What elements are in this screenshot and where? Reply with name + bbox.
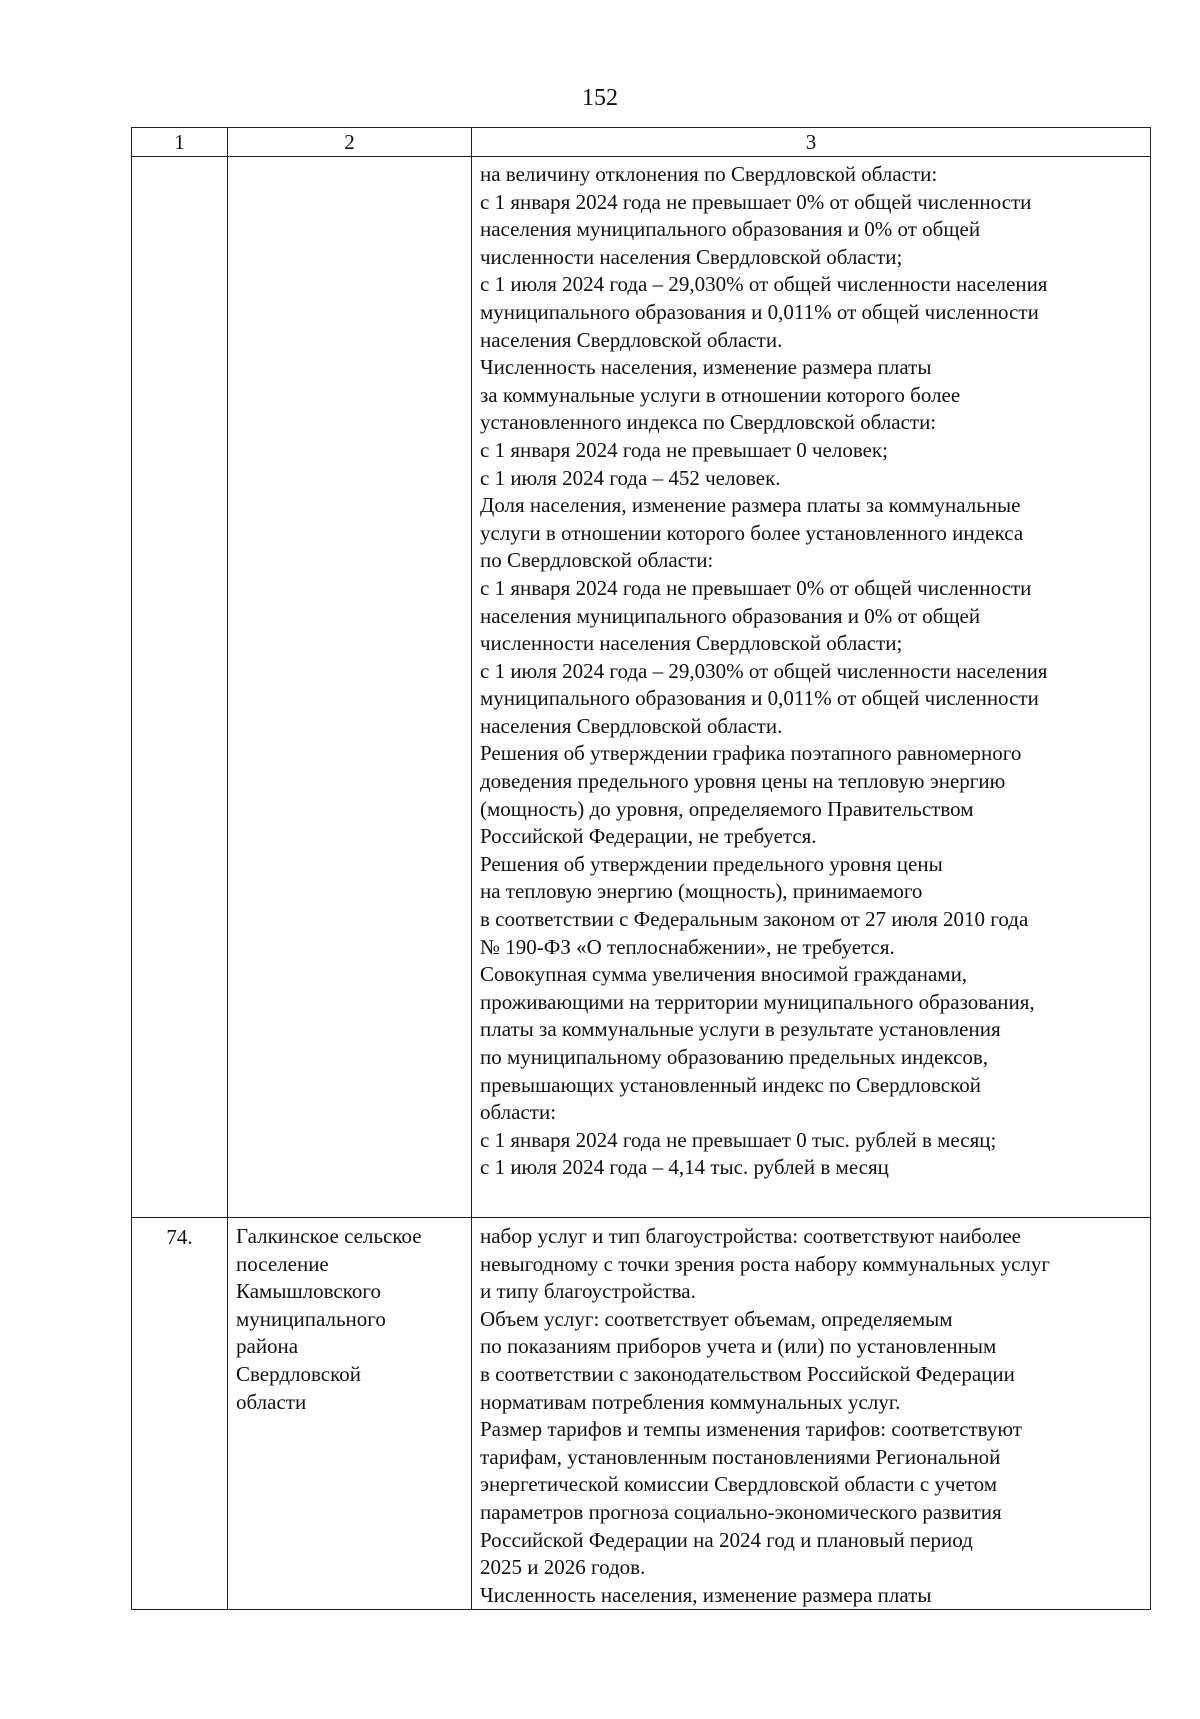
text-line: проживающими на территории муниципального образования, <box>480 989 1035 1014</box>
text-line: набор услуг и тип благоустройства: соответствуют наиболее <box>480 1224 1021 1248</box>
text-line: в соответствии с законодательством Российской Федерации <box>480 1361 1015 1386</box>
text-line: Свердловской <box>236 1361 361 1386</box>
text-line: населения Свердловской области. <box>480 713 783 738</box>
text-line: и типу благоустройства. <box>480 1279 696 1304</box>
text-line: района <box>236 1334 299 1359</box>
text-line: по Свердловской области: <box>480 548 714 573</box>
text-line: области: <box>480 1100 557 1125</box>
text-line: на величину отклонения по Свердловской области: <box>480 162 938 186</box>
text-line: Размер тарифов и темпы изменения тарифов: соответствуют <box>480 1417 1022 1442</box>
text-line: с 1 января 2024 года не превышает 0% от общей численности <box>480 575 1032 600</box>
text-line: нормативам потребления коммунальных услуг. <box>480 1389 901 1414</box>
text-line: (мощность) до уровня, определяемого Правительством <box>480 796 974 821</box>
text-line: с 1 января 2024 года не превышает 0% от общей численности <box>480 189 1032 214</box>
text-line: в соответствии с Федеральным законом от 27 июля 2010 года <box>480 907 1029 932</box>
text-line: Доля населения, изменение размера платы за коммунальные <box>480 493 1021 518</box>
page-number: 152 <box>582 85 618 111</box>
text-line: Численность населения, изменение размера платы <box>480 355 932 380</box>
column-header-3: 3 <box>472 128 1151 157</box>
tariff-table <box>131 127 1151 1610</box>
text-line: по показаниям приборов учета и (или) по установленным <box>480 1334 997 1359</box>
text-line: численности населения Свердловской области; <box>480 631 903 656</box>
text-line: Решения об утверждении предельного уровня цены <box>480 851 943 876</box>
text-line: поселение <box>236 1251 329 1276</box>
table-row <box>132 157 1151 1218</box>
text-line: превышающих установленный индекс по Свердловской <box>480 1072 981 1097</box>
table-row <box>132 1218 1151 1610</box>
text-line: за коммунальные услуги в отношении которого более <box>480 382 961 407</box>
row-text <box>472 157 1151 1218</box>
row-number: 74. <box>132 1218 228 1610</box>
text-line: с 1 июля 2024 года – 4,14 тыс. рублей в месяц <box>480 1155 889 1180</box>
text-line: установленного индекса по Свердловской области: <box>480 410 937 435</box>
text-line: населения муниципального образования и 0% от общей <box>480 603 981 628</box>
text-line: Решения об утверждении графика поэтапного равномерного <box>480 741 1022 766</box>
text-line: с 1 июля 2024 года – 29,030% от общей численности населения <box>480 272 1048 297</box>
text-line: Численность населения, изменение размера платы <box>480 1582 932 1607</box>
text-line: услуги в отношении которого более установленного индекса <box>480 520 1024 545</box>
text-line: платы за коммунальные услуги в результате установления <box>480 1017 1001 1042</box>
text-line: Совокупная сумма увеличения вносимой гражданами, <box>480 962 968 987</box>
text-line: по муниципальному образованию предельных индексов, <box>480 1045 989 1069</box>
text-line: численности населения Свердловской области; <box>480 244 903 269</box>
text-line: Объем услуг: соответствует объемам, определяемым <box>480 1306 953 1331</box>
text-line: 2025 и 2026 годов. <box>480 1555 646 1580</box>
text-line: населения муниципального образования и 0% от общей <box>480 217 981 242</box>
text-line: муниципального образования и 0,011% от общей численности <box>480 299 1039 324</box>
text-line: № 190-ФЗ «О теплоснабжении», не требуется. <box>480 934 895 959</box>
text-line: доведения предельного уровня цены на тепловую энергию <box>480 769 1006 794</box>
text-line: Российской Федерации, не требуется. <box>480 824 817 849</box>
row-text <box>472 1218 1151 1610</box>
text-line: муниципального образования и 0,011% от общей численности <box>480 686 1039 711</box>
municipality-name <box>228 1218 472 1610</box>
text-line: энергетической комиссии Свердловской области с учетом <box>480 1472 998 1497</box>
text-line: Галкинское сельское <box>236 1224 422 1248</box>
municipality-name <box>228 157 472 1218</box>
text-line: тарифам, установленным постановлениями Региональной <box>480 1444 1001 1469</box>
text-line: на тепловую энергию (мощность), принимаемого <box>480 879 923 904</box>
column-header-2: 2 <box>228 128 472 157</box>
text-line: с 1 июля 2024 года – 29,030% от общей численности населения <box>480 658 1048 683</box>
text-line: области <box>236 1389 307 1414</box>
text-line: с 1 июля 2024 года – 452 человек. <box>480 465 781 490</box>
text-line: населения Свердловской области. <box>480 327 783 352</box>
text-line: Российской Федерации на 2024 год и плановый период <box>480 1527 973 1552</box>
column-header-1: 1 <box>132 128 228 157</box>
row-number <box>132 157 228 1218</box>
text-line: муниципального <box>236 1306 386 1331</box>
text-line: невыгодному с точки зрения роста набору коммунальных услуг <box>480 1251 1051 1276</box>
text-line: с 1 января 2024 года не превышает 0 человек; <box>480 437 888 462</box>
text-line: с 1 января 2024 года не превышает 0 тыс. рублей в месяц; <box>480 1127 997 1152</box>
text-line: Камышловского <box>236 1279 381 1304</box>
text-line: параметров прогноза социально-экономического развития <box>480 1499 1002 1524</box>
table-header-row <box>132 128 1151 157</box>
